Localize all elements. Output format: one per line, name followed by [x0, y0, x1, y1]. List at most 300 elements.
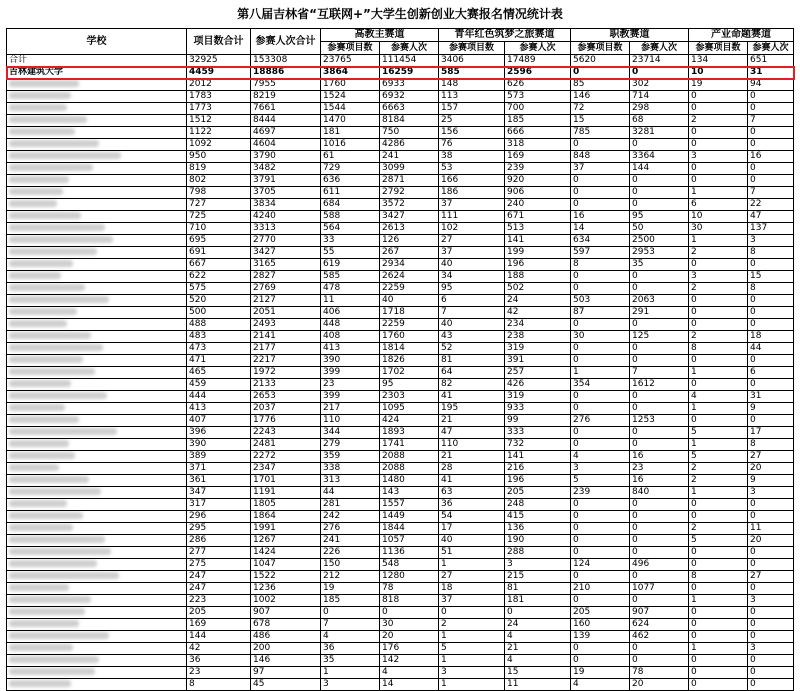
table-cell: 389	[187, 451, 251, 463]
redacted-school-name	[9, 128, 75, 135]
table-cell: 146	[571, 91, 630, 103]
header-sub-people: 参赛人次	[748, 42, 794, 55]
table-cell: 257	[505, 367, 571, 379]
table-cell: 465	[187, 367, 251, 379]
table-cell: 78	[630, 667, 689, 679]
table-cell: 0	[571, 139, 630, 151]
table-cell: 7	[748, 187, 794, 199]
table-row	[7, 319, 794, 331]
table-cell: 9	[748, 403, 794, 415]
header-group-vocational: 职教赛道	[571, 29, 689, 42]
table-cell: 1002	[251, 595, 321, 607]
table-cell: 17489	[505, 55, 571, 67]
table-row	[7, 187, 794, 199]
table-row	[7, 523, 794, 535]
table-cell: 9	[748, 475, 794, 487]
table-cell: 0	[630, 643, 689, 655]
table-cell: 205	[505, 487, 571, 499]
table-cell: 622	[187, 271, 251, 283]
table-cell: 347	[187, 487, 251, 499]
table-cell: 0	[630, 439, 689, 451]
table-cell: 727	[187, 199, 251, 211]
table-cell: 1253	[630, 415, 689, 427]
table-row	[7, 259, 794, 271]
school-name-cell	[7, 415, 187, 427]
table-cell: 61	[321, 151, 380, 163]
table-row	[7, 583, 794, 595]
table-cell: 1	[689, 595, 748, 607]
table-row	[7, 499, 794, 511]
table-row	[7, 103, 794, 115]
total-row	[7, 55, 794, 67]
table-cell: 146	[251, 655, 321, 667]
redacted-school-name	[9, 440, 69, 447]
table-cell: 226	[321, 547, 380, 559]
redacted-school-name	[9, 536, 105, 543]
table-cell: 27	[439, 571, 505, 583]
table-row	[7, 127, 794, 139]
table-cell: 1449	[380, 511, 439, 523]
table-body	[7, 55, 794, 691]
table-cell: 0	[748, 295, 794, 307]
table-cell: 4240	[251, 211, 321, 223]
table-cell: 950	[187, 151, 251, 163]
table-cell: 23714	[630, 55, 689, 67]
table-cell: 1718	[380, 307, 439, 319]
table-cell: 0	[689, 559, 748, 571]
table-cell: 0	[571, 499, 630, 511]
table-cell: 2133	[251, 379, 321, 391]
table-cell: 5	[689, 427, 748, 439]
table-cell: 0	[748, 619, 794, 631]
table-cell: 4286	[380, 139, 439, 151]
table-cell: 1544	[321, 103, 380, 115]
table-cell: 338	[321, 463, 380, 475]
school-name-cell	[7, 499, 187, 511]
table-cell: 0	[748, 139, 794, 151]
table-cell: 3790	[251, 151, 321, 163]
table-cell: 7955	[251, 79, 321, 91]
table-cell: 17	[748, 427, 794, 439]
table-cell: 3099	[380, 163, 439, 175]
table-cell: 2792	[380, 187, 439, 199]
table-cell: 2243	[251, 427, 321, 439]
table-cell: 0	[630, 499, 689, 511]
table-cell: 1	[439, 679, 505, 691]
table-cell: 41	[439, 475, 505, 487]
table-cell: 139	[571, 631, 630, 643]
table-row	[7, 427, 794, 439]
table-cell: 1864	[251, 511, 321, 523]
table-cell: 611	[321, 187, 380, 199]
table-row	[7, 247, 794, 259]
redacted-school-name	[9, 404, 65, 411]
table-cell: 1972	[251, 367, 321, 379]
table-cell: 0	[571, 343, 630, 355]
table-row	[7, 559, 794, 571]
table-cell: 478	[321, 283, 380, 295]
school-name-cell	[7, 607, 187, 619]
table-cell: 1	[689, 439, 748, 451]
table-cell: 4697	[251, 127, 321, 139]
table-cell: 37	[439, 199, 505, 211]
table-cell: 190	[505, 535, 571, 547]
table-cell: 195	[439, 403, 505, 415]
school-name-cell	[7, 151, 187, 163]
table-cell: 286	[187, 535, 251, 547]
redacted-school-name	[9, 308, 77, 315]
table-cell: 55	[321, 247, 380, 259]
table-cell: 459	[187, 379, 251, 391]
table-cell: 0	[689, 607, 748, 619]
table-cell: 0	[571, 319, 630, 331]
table-cell: 462	[630, 631, 689, 643]
table-cell: 0	[689, 667, 748, 679]
school-name-cell	[7, 679, 187, 691]
table-cell: 0	[689, 175, 748, 187]
table-cell: 651	[748, 55, 794, 67]
table-cell: 5	[689, 535, 748, 547]
table-cell: 1280	[380, 571, 439, 583]
table-cell: 295	[187, 523, 251, 535]
table-cell: 0	[630, 199, 689, 211]
table-cell: 371	[187, 463, 251, 475]
school-name-cell	[7, 379, 187, 391]
table-cell: 3	[748, 235, 794, 247]
school-name-cell	[7, 343, 187, 355]
redacted-school-name	[9, 200, 57, 207]
table-cell: 2493	[251, 319, 321, 331]
table-cell: 0	[571, 403, 630, 415]
table-cell: 8	[571, 259, 630, 271]
table-cell: 43	[439, 331, 505, 343]
table-cell: 0	[748, 379, 794, 391]
table-cell: 4459	[187, 67, 251, 79]
table-cell: 0	[630, 655, 689, 667]
header-group-red-dream: 青年红色筑梦之旅赛道	[439, 29, 571, 42]
table-cell: 28	[439, 463, 505, 475]
header-sub-projects: 参赛项目数	[439, 42, 505, 55]
table-cell: 111454	[380, 55, 439, 67]
table-cell: 2088	[380, 463, 439, 475]
table-cell: 444	[187, 391, 251, 403]
table-cell: 684	[321, 199, 380, 211]
table-cell: 10	[689, 211, 748, 223]
table-cell: 0	[748, 607, 794, 619]
table-cell: 359	[321, 451, 380, 463]
table-cell: 1236	[251, 583, 321, 595]
table-cell: 399	[321, 367, 380, 379]
table-cell: 0	[748, 103, 794, 115]
table-cell: 19	[689, 79, 748, 91]
table-cell: 1783	[187, 91, 251, 103]
table-cell: 2012	[187, 79, 251, 91]
table-row	[7, 295, 794, 307]
table-cell: 2500	[630, 235, 689, 247]
table-row	[7, 355, 794, 367]
table-cell: 6932	[380, 91, 439, 103]
table-cell: 0	[630, 595, 689, 607]
table-cell: 0	[689, 139, 748, 151]
school-name-cell	[7, 511, 187, 523]
table-cell: 95	[630, 211, 689, 223]
table-cell: 502	[505, 283, 571, 295]
redacted-school-name	[9, 164, 93, 171]
redacted-school-name	[9, 248, 97, 255]
table-cell: 47	[748, 211, 794, 223]
school-name-cell	[7, 139, 187, 151]
table-cell: 2141	[251, 331, 321, 343]
table-cell: 7	[748, 115, 794, 127]
redacted-school-name	[9, 236, 113, 243]
table-cell: 798	[187, 187, 251, 199]
table-cell: 1741	[380, 439, 439, 451]
table-cell: 3	[439, 667, 505, 679]
table-cell: 1805	[251, 499, 321, 511]
school-name-cell	[7, 667, 187, 679]
table-cell: 3482	[251, 163, 321, 175]
table-row	[7, 307, 794, 319]
table-cell: 212	[321, 571, 380, 583]
table-cell: 276	[321, 523, 380, 535]
table-cell: 667	[187, 259, 251, 271]
table-cell: 1844	[380, 523, 439, 535]
table-row	[7, 331, 794, 343]
table-cell: 0	[571, 439, 630, 451]
table-cell: 18886	[251, 67, 321, 79]
table-cell: 3	[748, 595, 794, 607]
table-cell: 0	[571, 427, 630, 439]
redacted-school-name	[9, 620, 79, 627]
redacted-school-name	[9, 224, 105, 231]
table-cell: 2653	[251, 391, 321, 403]
table-cell: 30	[571, 331, 630, 343]
table-cell: 575	[187, 283, 251, 295]
table-cell: 0	[571, 547, 630, 559]
table-cell: 0	[748, 415, 794, 427]
table-cell: 196	[505, 259, 571, 271]
table-cell: 4	[689, 391, 748, 403]
table-cell: 573	[505, 91, 571, 103]
table-cell: 3427	[251, 247, 321, 259]
redacted-school-name	[9, 596, 91, 603]
table-cell: 1	[689, 403, 748, 415]
table-cell: 99	[505, 415, 571, 427]
table-cell: 8	[187, 679, 251, 691]
highlighted-school-cell: 吉林建筑大学	[7, 67, 187, 79]
table-row	[7, 115, 794, 127]
table-cell: 0	[571, 199, 630, 211]
table-cell: 0	[748, 559, 794, 571]
table-cell: 16259	[380, 67, 439, 79]
table-cell: 0	[630, 391, 689, 403]
table-cell: 94	[748, 79, 794, 91]
redacted-school-name	[9, 152, 121, 159]
table-cell: 408	[321, 331, 380, 343]
table-cell: 6	[748, 367, 794, 379]
table-cell: 1077	[630, 583, 689, 595]
table-cell: 19	[321, 583, 380, 595]
table-cell: 95	[439, 283, 505, 295]
stats-table	[6, 28, 794, 691]
table-cell: 0	[630, 319, 689, 331]
table-cell: 42	[505, 307, 571, 319]
table-row	[7, 379, 794, 391]
table-cell: 678	[251, 619, 321, 631]
table-cell: 0	[630, 187, 689, 199]
redacted-school-name	[9, 464, 59, 471]
redacted-school-name	[9, 680, 71, 687]
table-cell: 37	[439, 247, 505, 259]
table-cell: 16	[630, 451, 689, 463]
table-cell: 7661	[251, 103, 321, 115]
table-cell: 2624	[380, 271, 439, 283]
table-cell: 32925	[187, 55, 251, 67]
table-cell: 2	[689, 463, 748, 475]
table-cell: 185	[321, 595, 380, 607]
table-cell: 0	[630, 283, 689, 295]
table-cell: 406	[321, 307, 380, 319]
table-cell: 0	[748, 655, 794, 667]
table-cell: 1480	[380, 475, 439, 487]
table-cell: 36	[187, 655, 251, 667]
table-cell: 0	[571, 535, 630, 547]
school-name-cell	[7, 583, 187, 595]
redacted-school-name	[9, 104, 67, 111]
school-name-cell	[7, 403, 187, 415]
table-cell: 0	[748, 355, 794, 367]
table-cell: 473	[187, 343, 251, 355]
table-cell: 700	[505, 103, 571, 115]
table-cell: 63	[439, 487, 505, 499]
table-cell: 671	[505, 211, 571, 223]
school-name-cell	[7, 223, 187, 235]
table-cell: 1512	[187, 115, 251, 127]
table-cell: 16	[748, 151, 794, 163]
table-cell: 1522	[251, 571, 321, 583]
table-cell: 141	[505, 235, 571, 247]
table-cell: 302	[630, 79, 689, 91]
table-cell: 1191	[251, 487, 321, 499]
school-name-cell	[7, 655, 187, 667]
table-cell: 1776	[251, 415, 321, 427]
table-cell: 291	[630, 307, 689, 319]
table-row	[7, 79, 794, 91]
table-cell: 6933	[380, 79, 439, 91]
table-cell: 102	[439, 223, 505, 235]
table-cell: 215	[505, 571, 571, 583]
table-cell: 6	[689, 199, 748, 211]
school-name-cell	[7, 571, 187, 583]
table-cell: 186	[439, 187, 505, 199]
table-cell: 1122	[187, 127, 251, 139]
table-row	[7, 367, 794, 379]
table-cell: 2272	[251, 451, 321, 463]
table-cell: 636	[321, 175, 380, 187]
table-cell: 3427	[380, 211, 439, 223]
table-cell: 1047	[251, 559, 321, 571]
table-cell: 500	[187, 307, 251, 319]
table-cell: 242	[321, 511, 380, 523]
table-cell: 45	[251, 679, 321, 691]
table-cell: 31	[748, 391, 794, 403]
table-cell: 25	[439, 115, 505, 127]
table-cell: 3406	[439, 55, 505, 67]
table-cell: 4	[571, 451, 630, 463]
redacted-school-name	[9, 116, 87, 123]
table-cell: 15	[571, 115, 630, 127]
table-cell: 2934	[380, 259, 439, 271]
redacted-school-name	[9, 524, 73, 531]
table-cell: 143	[380, 487, 439, 499]
redacted-school-name	[9, 428, 117, 435]
table-cell: 666	[505, 127, 571, 139]
table-cell: 0	[571, 523, 630, 535]
table-cell: 0	[630, 343, 689, 355]
table-row	[7, 643, 794, 655]
table-cell: 196	[505, 475, 571, 487]
redacted-school-name	[9, 572, 119, 579]
table-row	[7, 235, 794, 247]
table-cell: 0	[571, 391, 630, 403]
table-cell: 4	[380, 667, 439, 679]
school-name-cell	[7, 271, 187, 283]
table-cell: 585	[439, 67, 505, 79]
table-cell: 1	[439, 631, 505, 643]
table-cell: 8	[689, 571, 748, 583]
table-cell: 34	[439, 271, 505, 283]
redacted-school-name	[9, 272, 61, 279]
table-cell: 76	[439, 139, 505, 151]
table-cell: 125	[630, 331, 689, 343]
header-group-higher-ed: 高教主赛道	[321, 29, 439, 42]
table-cell: 18	[439, 583, 505, 595]
table-cell: 2	[689, 523, 748, 535]
table-cell: 81	[505, 583, 571, 595]
table-cell: 0	[689, 163, 748, 175]
table-cell: 344	[321, 427, 380, 439]
table-cell: 725	[187, 211, 251, 223]
table-cell: 695	[187, 235, 251, 247]
table-cell: 3	[689, 151, 748, 163]
table-cell: 6663	[380, 103, 439, 115]
redacted-school-name	[9, 92, 71, 99]
school-name-cell	[7, 391, 187, 403]
table-cell: 0	[689, 127, 748, 139]
table-cell: 47	[439, 427, 505, 439]
table-row	[7, 463, 794, 475]
table-cell: 298	[630, 103, 689, 115]
table-cell: 413	[187, 403, 251, 415]
table-cell: 64	[439, 367, 505, 379]
table-cell: 1893	[380, 427, 439, 439]
table-cell: 0	[571, 355, 630, 367]
table-cell: 137	[748, 223, 794, 235]
table-cell: 624	[630, 619, 689, 631]
table-cell: 276	[571, 415, 630, 427]
total-label-cell: 合计	[7, 55, 187, 67]
table-cell: 87	[571, 307, 630, 319]
table-cell: 2	[689, 247, 748, 259]
table-row	[7, 667, 794, 679]
table-cell: 488	[187, 319, 251, 331]
table-cell: 626	[505, 79, 571, 91]
table-cell: 21	[439, 415, 505, 427]
school-name-cell	[7, 595, 187, 607]
table-cell: 2303	[380, 391, 439, 403]
table-cell: 37	[439, 595, 505, 607]
table-cell: 23765	[321, 55, 380, 67]
